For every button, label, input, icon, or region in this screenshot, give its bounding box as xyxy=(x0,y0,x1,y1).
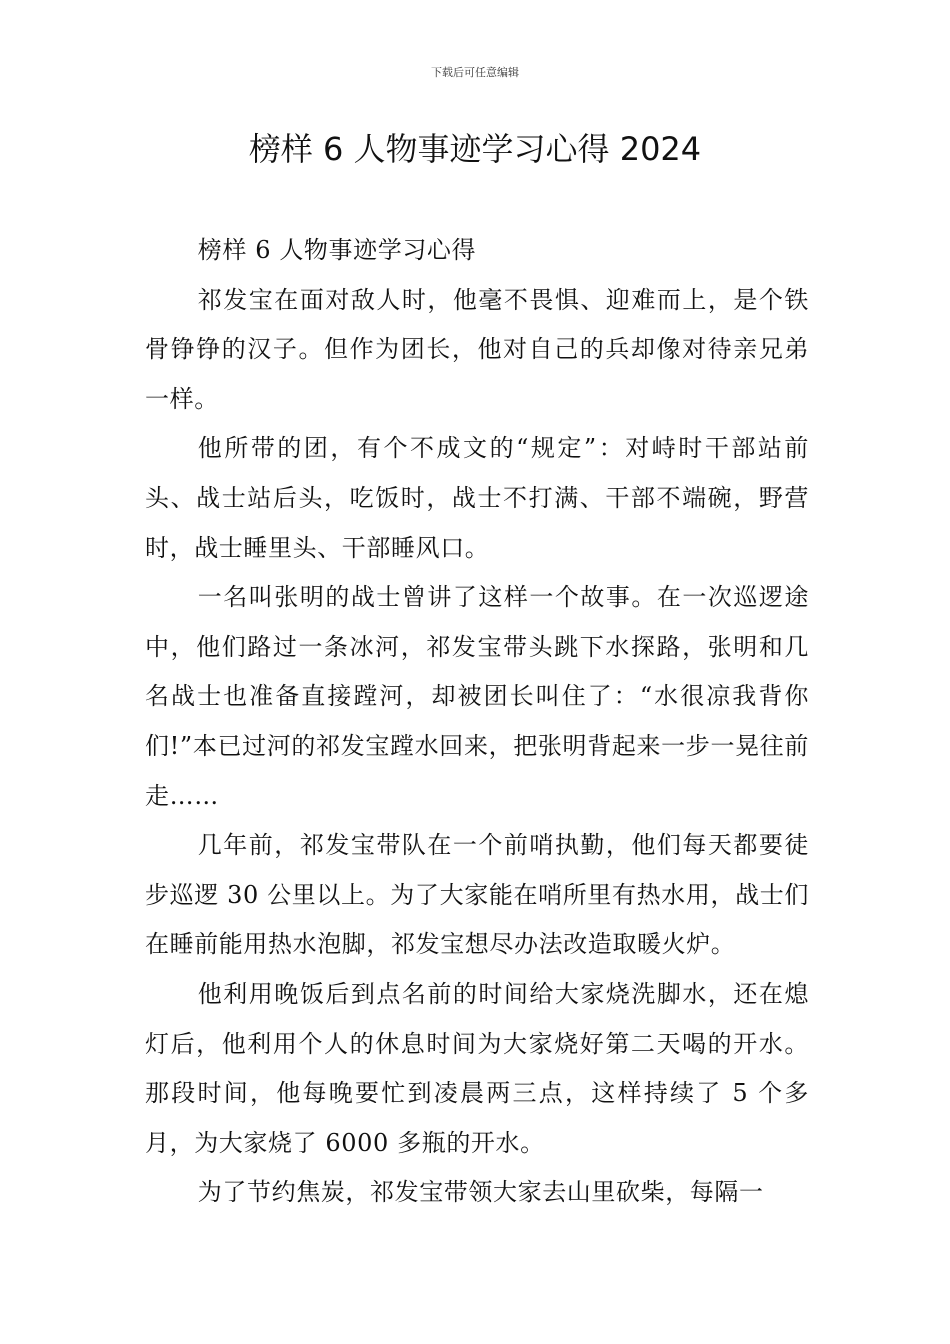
paragraph: 为了节约焦炭，祁发宝带领大家去山里砍柴，每隔一 xyxy=(197,1178,764,1207)
paragraph: 祁发宝在面对敌人时，他毫不畏惧、迎难而上，是个铁骨铮铮的汉子。但作为团长，他对自己的兵却像对待亲兄弟一样。 xyxy=(145,285,809,413)
paragraph: 他所带的团，有个不成文的“规定”：对峙时干部站前头、战士站后头，吃饭时，战士不打满、干部不端碗，野营时，战士睡里头、干部睡风口。 xyxy=(145,434,809,562)
document-title: 榜样 6 人物事迹学习心得 2024 xyxy=(248,130,702,168)
header-note: 下载后可任意编辑 xyxy=(431,66,519,79)
document-body xyxy=(145,226,809,1218)
paragraph: 几年前，祁发宝带队在一个前哨执勤，他们每天都要徒步巡逻 30 公里以上。为了大家能在哨所里有热水用，战士们在睡前能用热水泡脚，祁发宝想尽办法改造取暖火炉。 xyxy=(145,831,809,959)
paragraph-subtitle: 榜样 6 人物事迹学习心得 xyxy=(197,236,477,264)
paragraph: 他利用晚饭后到点名前的时间给大家烧洗脚水，还在熄灯后，他利用个人的休息时间为大家烧好第二天喝的开水。那段时间，他每晚要忙到凌晨两三点，这样持续了 5 个多月，为大家烧了 6000 多瓶的开水。 xyxy=(145,979,809,1157)
paragraph: 一名叫张明的战士曾讲了这样一个故事。在一次巡逻途中，他们路过一条冰河，祁发宝带头跳下水探路，张明和几名战士也准备直接蹚河，却被团长叫住了：“水很凉我背你们!”本已过河的祁发宝蹚水回来，把张明背起来一步一晃往前走…… xyxy=(145,583,809,810)
